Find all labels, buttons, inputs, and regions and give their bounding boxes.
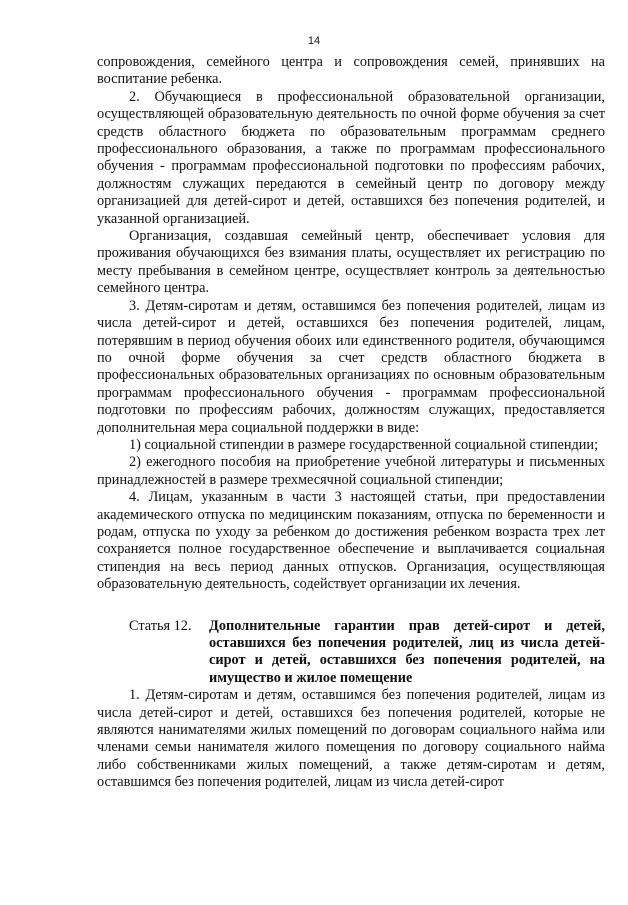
paragraph-part-4: 4. Лицам, указанным в части 3 настоящей статьи, при предоставлении академического отпуска по медицинским показаниям, отпуска по беременности и родам, отпуска по уходу за ребенком до достижения ребенком возраста трех лет сохраняется полное государственное обеспечение и выплачивается социальная стипендия на весь период данных отпусков. Организация, осуществляющая образовательную деятельность, содействует организации их лечения. [97, 489, 605, 593]
article-label: Статья 12. [129, 617, 192, 634]
paragraph-article-12-part-1: 1. Детям-сиротам и детям, оставшимся без попечения родителей, лицам из числа детей-сирот и детей, оставшихся без попечения родителей, которые не являются нанимателями жилых помещений по договорам социального найма или членами семьи нанимателя жилого помещения по договору социального найма либо собственниками жилых помещений, а также детям-сиротам и детям, оставшимся без попечения родителей, лицам из числа детей-сирот [97, 687, 605, 791]
document-body [97, 54, 605, 792]
paragraph-part-2: 2. Обучающиеся в профессиональной образовательной организации, осуществляющей образовательную деятельность по очной форме обучения за счет средств областного бюджета по образовательным программам среднего профессионального образования, а также по программам профессионального обучения - программам профессиональной подготовки по профессиям рабочих, должностям служащих передаются в семейный центр по договору между организацией для детей-сирот и детей, оставшихся без попечения родителей, и указанной организацией. [97, 88, 605, 227]
paragraph-organization: Организация, создавшая семейный центр, обеспечивает условия для проживания обучающихся без взимания платы, осуществляет их регистрацию по месту пребывания в семейном центре, осуществляет контроль за деятельностью семейного центра. [97, 228, 605, 297]
list-item-2: 2) ежегодного пособия на приобретение учебной литературы и письменных принадлежностей в размере трехмесячной социальной стипендии; [97, 454, 605, 488]
paragraph-continuation: сопровождения, семейного центра и сопровождения семей, принявших на воспитание ребенка. [97, 54, 605, 88]
article-heading [97, 618, 605, 688]
list-item-1: 1) социальной стипендии в размере государственной социальной стипендии; [129, 436, 599, 453]
page-number: 14 [307, 35, 321, 47]
paragraph-part-3: 3. Детям-сиротам и детям, оставшимся без попечения родителей, лицам из числа детей-сирот и детей, оставшихся без попечения родителей, лицам, потерявшим в период обучения обоих или единственного родителя, обучающимся по очной форме обучения за счет средств областного бюджета в профессиональных образовательных организациях по основным образовательным программам профессионального обучения - программам профессиональной подготовки по профессиям рабочих, должностям служащих, предоставляется дополнительная мера социальной поддержки в виде: [97, 297, 605, 436]
article-title: Дополнительные гарантии прав детей-сирот и детей, оставшихся без попечения родителей, лиц из числа детей-сирот и детей, оставшихся без попечения родителей, на имущество и жилое помещение [209, 617, 605, 686]
